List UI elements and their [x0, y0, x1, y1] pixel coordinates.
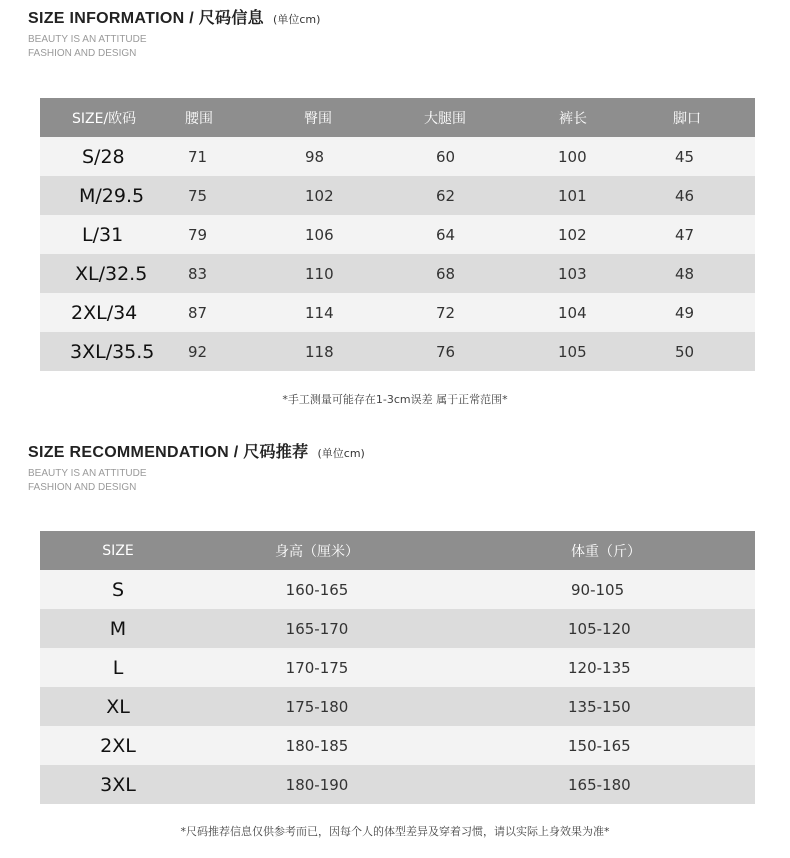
- weight-cell: 165-180: [438, 765, 755, 804]
- hem-cell: 46: [668, 176, 755, 215]
- height-cell: 165-170: [196, 609, 438, 648]
- table-row: [40, 570, 755, 609]
- table-row: [40, 293, 755, 332]
- length-cell: 103: [554, 254, 668, 293]
- measurement-note: *手工测量可能存在1-3cm误差 属于正常范围*: [282, 393, 508, 406]
- size-information-table: [40, 98, 755, 371]
- size-information-tagline-1: BEAUTY IS AN ATTITUDE: [28, 34, 147, 45]
- height-cell: 175-180: [196, 687, 438, 726]
- hip-cell: 118: [300, 332, 424, 371]
- table-row: [40, 137, 755, 176]
- size-cell: XL: [40, 687, 196, 726]
- height-cell: 180-190: [196, 765, 438, 804]
- table-row: [40, 765, 755, 804]
- size-recommendation-header: [28, 444, 365, 495]
- height-cell: 170-175: [196, 648, 438, 687]
- hip-cell: 114: [300, 293, 424, 332]
- table-row: [40, 332, 755, 371]
- hem-cell: 49: [668, 293, 755, 332]
- table-row: [40, 687, 755, 726]
- header-waist: 腰围: [182, 98, 300, 137]
- size-recommendation-table: [40, 531, 755, 804]
- height-cell: 160-165: [196, 570, 438, 609]
- size-information-title: SIZE INFORMATION / 尺码信息: [28, 10, 264, 27]
- waist-cell: 92: [182, 332, 300, 371]
- table-row: [40, 176, 755, 215]
- size-information-tagline-2: FASHION AND DESIGN: [28, 48, 137, 59]
- thigh-cell: 64: [424, 215, 554, 254]
- size-cell: 2XL: [40, 726, 196, 765]
- hem-cell: 45: [668, 137, 755, 176]
- recommendation-note: *尺码推荐信息仅供参考而已，因每个人的体型差异及穿着习惯，请以实际上身效果为准*: [180, 825, 610, 838]
- size-information-unit: (单位cm): [273, 13, 321, 26]
- waist-cell: 79: [182, 215, 300, 254]
- size-cell: 3XL/35.5: [40, 332, 182, 371]
- weight-cell: 150-165: [438, 726, 755, 765]
- size-recommendation-tagline-2: FASHION AND DESIGN: [28, 482, 137, 493]
- weight-cell: 105-120: [438, 609, 755, 648]
- thigh-cell: 76: [424, 332, 554, 371]
- length-cell: 100: [554, 137, 668, 176]
- thigh-cell: 60: [424, 137, 554, 176]
- hem-cell: 50: [668, 332, 755, 371]
- size-cell: XL/32.5: [40, 254, 182, 293]
- header-size: SIZE/欧码: [40, 98, 182, 137]
- header-hem: 脚口: [668, 98, 755, 137]
- thigh-cell: 72: [424, 293, 554, 332]
- size-recommendation-unit: (单位cm): [317, 447, 365, 460]
- weight-cell: 135-150: [438, 687, 755, 726]
- hem-cell: 47: [668, 215, 755, 254]
- waist-cell: 83: [182, 254, 300, 293]
- length-cell: 101: [554, 176, 668, 215]
- hip-cell: 102: [300, 176, 424, 215]
- waist-cell: 75: [182, 176, 300, 215]
- table-row: [40, 609, 755, 648]
- table-row: [40, 648, 755, 687]
- length-cell: 102: [554, 215, 668, 254]
- table-row: [40, 215, 755, 254]
- header-thigh: 大腿围: [424, 98, 554, 137]
- size-cell: L/31: [40, 215, 182, 254]
- table-row: [40, 726, 755, 765]
- header-size: SIZE: [40, 531, 196, 570]
- height-cell: 180-185: [196, 726, 438, 765]
- length-cell: 104: [554, 293, 668, 332]
- length-cell: 105: [554, 332, 668, 371]
- thigh-cell: 62: [424, 176, 554, 215]
- size-cell: L: [40, 648, 196, 687]
- waist-cell: 71: [182, 137, 300, 176]
- size-recommendation-tagline-1: BEAUTY IS AN ATTITUDE: [28, 468, 147, 479]
- hip-cell: 98: [300, 137, 424, 176]
- header-weight: 体重（斤）: [438, 531, 755, 570]
- size-information-header: [28, 10, 320, 61]
- size-cell: 3XL: [40, 765, 196, 804]
- header-height: 身高（厘米）: [196, 531, 438, 570]
- size-cell: S/28: [40, 137, 182, 176]
- table-header-row: [40, 531, 755, 570]
- thigh-cell: 68: [424, 254, 554, 293]
- table-row: [40, 254, 755, 293]
- waist-cell: 87: [182, 293, 300, 332]
- size-cell: M: [40, 609, 196, 648]
- size-cell: S: [40, 570, 196, 609]
- weight-cell: 90-105: [438, 570, 755, 609]
- size-recommendation-title: SIZE RECOMMENDATION / 尺码推荐: [28, 444, 309, 461]
- hip-cell: 106: [300, 215, 424, 254]
- header-length: 裤长: [554, 98, 668, 137]
- weight-cell: 120-135: [438, 648, 755, 687]
- size-cell: 2XL/34: [40, 293, 182, 332]
- table-header-row: [40, 98, 755, 137]
- hip-cell: 110: [300, 254, 424, 293]
- header-hip: 臀围: [300, 98, 424, 137]
- hem-cell: 48: [668, 254, 755, 293]
- size-cell: M/29.5: [40, 176, 182, 215]
